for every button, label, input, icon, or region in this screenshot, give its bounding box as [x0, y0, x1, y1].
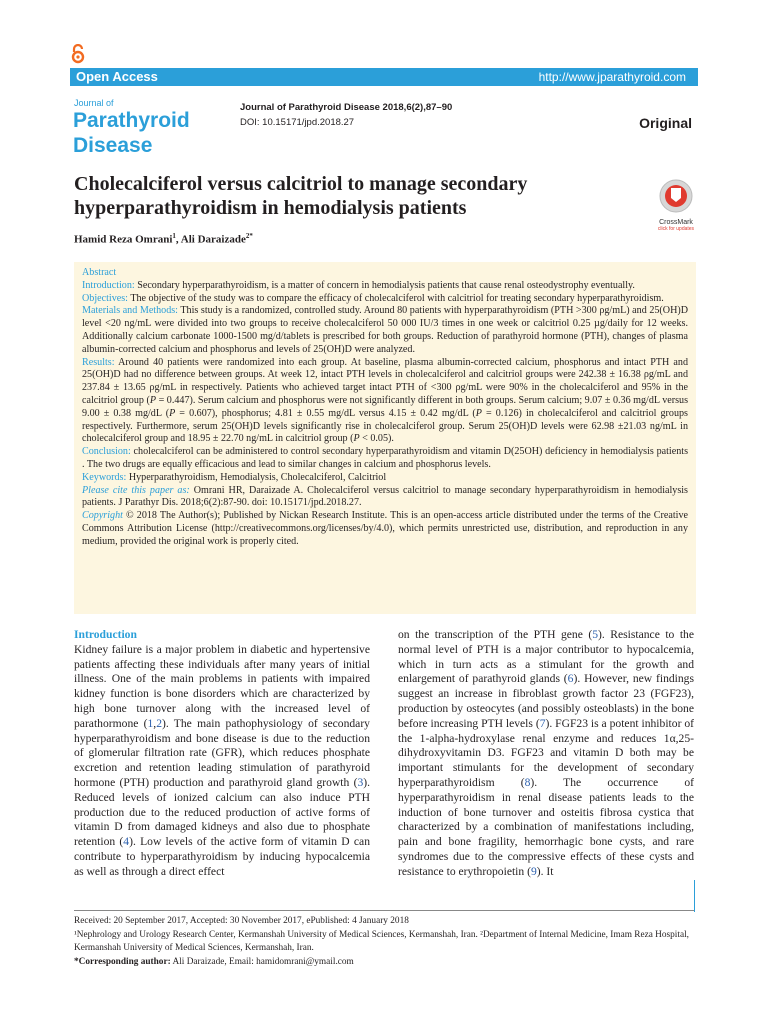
article-type: Original	[639, 115, 692, 131]
author-list	[74, 232, 253, 246]
abstract-conclusion: Conclusion: cholecalciferol can be administered to control secondary hyperparathyroidism and vitamin D(25OH) deficiency in hemodialysis patients . The two drugs are equally efficacious and lead to similar changes in calcium and phosphorus levels.	[82, 446, 688, 470]
ref-link[interactable]: 8	[524, 775, 531, 789]
author-1: Hamid Reza Omrani	[74, 233, 173, 246]
column-end-marker	[694, 880, 695, 912]
abstract-copyright: Copyright © 2018 The Author(s); Published by Nickan Research Institute. This is an open-access article distributed under the terms of the Creative Commons Attribution License (http://creativecommons.org/licenses/by/4.0), which permits unrestricted use, distribution, and reproduction in any medium, provided the original work is properly cited.	[82, 510, 688, 547]
ref-link[interactable]: 3	[357, 775, 364, 789]
abstract-box	[74, 262, 696, 614]
abstract-methods: Materials and Methods: This study is a randomized, controlled study. Around 80 patients with hyperparathyroidism (PTH >300 ρg/mL) and 25(OH)D level <20 ng/mL were divided into two groups to receive cholecalciferol 50 000 IU/3 times in one week or calcitriol 0.25 µg/daily for 12 weeks. Additionally calcium carbonate 1000-1500 mg/d/tablets is prescribed for both groups. Reduction of parathyroid hormone (PTH), changes of plasma albumin-corrected calcium and phosphorus and levels of 25(OH)D were analyzed.	[82, 305, 689, 355]
doi-text[interactable]: DOI: 10.15171/jpd.2018.27	[240, 117, 355, 128]
abstract-introduction: Introduction: Secondary hyperparathyroidism, is a matter of concern in hemodialysis patients that cause renal osteodystrophy eventually.	[82, 279, 635, 291]
article-title	[74, 172, 614, 220]
received-dates: Received: 20 September 2017, Accepted: 30 November 2017, ePublished: 4 January 2018	[74, 916, 409, 926]
crossmark-icon	[654, 178, 698, 214]
author-2: Ali Daraizade	[180, 233, 246, 246]
abstract-heading: Abstract	[82, 267, 117, 278]
footer-divider	[74, 910, 694, 911]
abstract-results: Results: Around 40 patients were randomized into each group. At baseline, plasma albumin-corrected calcium, phosphorus and intact PTH and 25(OH)D had no difference between groups. At week 12, intact PTH levels in cholecalciferol and calcitriol groups were 242.38 ± 16.38 ρg/mL and 237.84 ± 13.65 ρg/mL in respectively. Patients who achieved target intact PTH of <300 ρg/mL were 90% in the cholecalciferol and 95% in the calcitriol group (P = 0.447). Serum calcium and phosphorus were not significantly different in both groups. Serum calcium; 9.07 ± 0.36 mg/dL versus 9.00 ± 0.38 mg/dL (P = 0.607), phosphorus; 4.81 ± 0.55 mg/dL versus 4.15 ± 0.42 mg/dL (P = 0.126) in cholecalciferol and calcitriol groups respectively. Furthermore, serum 25(OH)D levels significantly rise in cholecalciferol group. Serum 25(OH)D levels were 62.98 ±21.03 ng/mL in cholecalciferol group and 18.95 ± 22.70 ng/mL in calcitriol group (P < 0.05).	[82, 356, 689, 445]
journal-name-line1: Parathyroid	[73, 109, 190, 132]
journal-url-link[interactable]: http://www.jparathyroid.com	[538, 70, 686, 84]
abstract-citation: Please cite this paper as: Omrani HR, Daraizade A. Cholecalciferol versus calcitriol to manage secondary hyperparathyroidism in hemodialysis patients. J Parathyr Dis. 2018;6(2):87-90. doi: 10.15171/jpd.2018.27.	[82, 484, 688, 509]
crossmark-sub: click for updates	[657, 226, 695, 232]
title-line-1: Cholecalciferol versus calcitriol to manage secondary	[74, 173, 528, 195]
abstract-keywords: Keywords: Hyperparathyroidism, Hemodialysis, Cholecalciferol, Calcitriol	[82, 471, 387, 483]
body-column-right	[398, 628, 694, 880]
author-separator: ,	[175, 233, 181, 246]
title-line-2: hyperparathyroidism in hemodialysis patients	[74, 197, 467, 219]
author-2-affil: 2*	[245, 232, 253, 240]
journal-citation: Journal of Parathyroid Disease 2018,6(2),87–90	[240, 102, 453, 113]
journal-of-label: Journal of	[74, 98, 114, 108]
open-access-label: Open Access	[76, 69, 158, 84]
affiliations: ¹Nephrology and Urology Research Center, Kermanshah University of Medical Sciences, Kermanshah, Iran. ²Department of Internal Medicine, Imam Reza Hospital, Kermanshah University of Medical Sciences, Kermanshah, Iran.	[74, 930, 689, 953]
citation-block	[240, 100, 452, 130]
open-access-icon	[70, 44, 86, 64]
body-column-left	[74, 628, 370, 880]
ref-link[interactable]: 4	[123, 835, 130, 849]
ref-link[interactable]: 6	[567, 672, 574, 686]
abstract-objectives: Objectives: The objective of the study was to compare the efficacy of cholecalciferol with calcitriol for treating secondary hyperparathyroidism.	[82, 292, 664, 304]
footer-notes	[74, 915, 696, 970]
ref-link[interactable]: 2	[156, 716, 162, 730]
crossmark-badge[interactable]	[654, 178, 698, 232]
introduction-paragraph: Kidney failure is a major problem in diabetic and hypertensive patients affecting these individuals after many years of initial illness. One of the main problems in patients with impaired kidney function is bone disorders which are characterized by high bone turnover along with the increased level of parathormone (1,2). The main pathophysiology of secondary hyperparathyroidism and bone disease is due to the reduction of glomerular filtration rate (GFR), which reduces phosphate excretion and retention leading stimulation of parathyroid hormone (PTH) production and parathyroid gland growth (3). Reduced levels of ionized calcium can also induce PTH production due to the reduced production of active forms of vitamin D from damaged kidneys and also due to phosphate retention (4). Low levels of the active form of vitamin D can contribute to hyperparathyroidism by inducing hypocalcemia as well as through a direct effect	[74, 642, 370, 878]
ref-link[interactable]: 5	[592, 628, 599, 641]
ref-link[interactable]: 9	[530, 864, 537, 878]
corresponding-author: *Corresponding author: Ali Daraizade, Email: hamidomrani@ymail.com	[74, 956, 354, 967]
author-1-affil: 1	[172, 232, 176, 240]
introduction-paragraph-continued: on the transcription of the PTH gene (5). Resistance to the normal level of PTH is a major contributor to hypocalcemia, which in turn acts as a stimulant for the growth and enlargement of parathyroid glands (6). However, new findings suggest an increase in fibroblast growth factor 23 (FGF23), production by osteocytes (and possibly osteoblasts) in the bone before increasing PTH levels (7). FGF23 is a potent inhibitor of the 1-alpha-hydroxylase renal enzyme and reduces 1α,25-dihydroxyvitamin D3. FGF23 and vitamin D both may be important stimulants for the development of secondary hyperparathyroidism (8). The occurrence of hyperparathyroidism in renal disease patients leads to the induction of bone turnover and osteitis fibrosa cystica that characterized by a combination of manifestations including, pain and bone fragility, hemorrhagic bone cysts, and rare syndromes due to the compressive effects of these cysts and resistance to erythropoietin (9). It	[398, 628, 694, 878]
open-access-bar	[70, 68, 698, 86]
journal-name-line2: Disease	[73, 134, 153, 157]
ref-link[interactable]: 1	[147, 716, 154, 730]
ref-link[interactable]: 7	[539, 716, 546, 730]
journal-logo	[73, 108, 190, 158]
introduction-heading: Introduction	[74, 628, 137, 641]
crossmark-label: CrossMark	[659, 219, 693, 226]
